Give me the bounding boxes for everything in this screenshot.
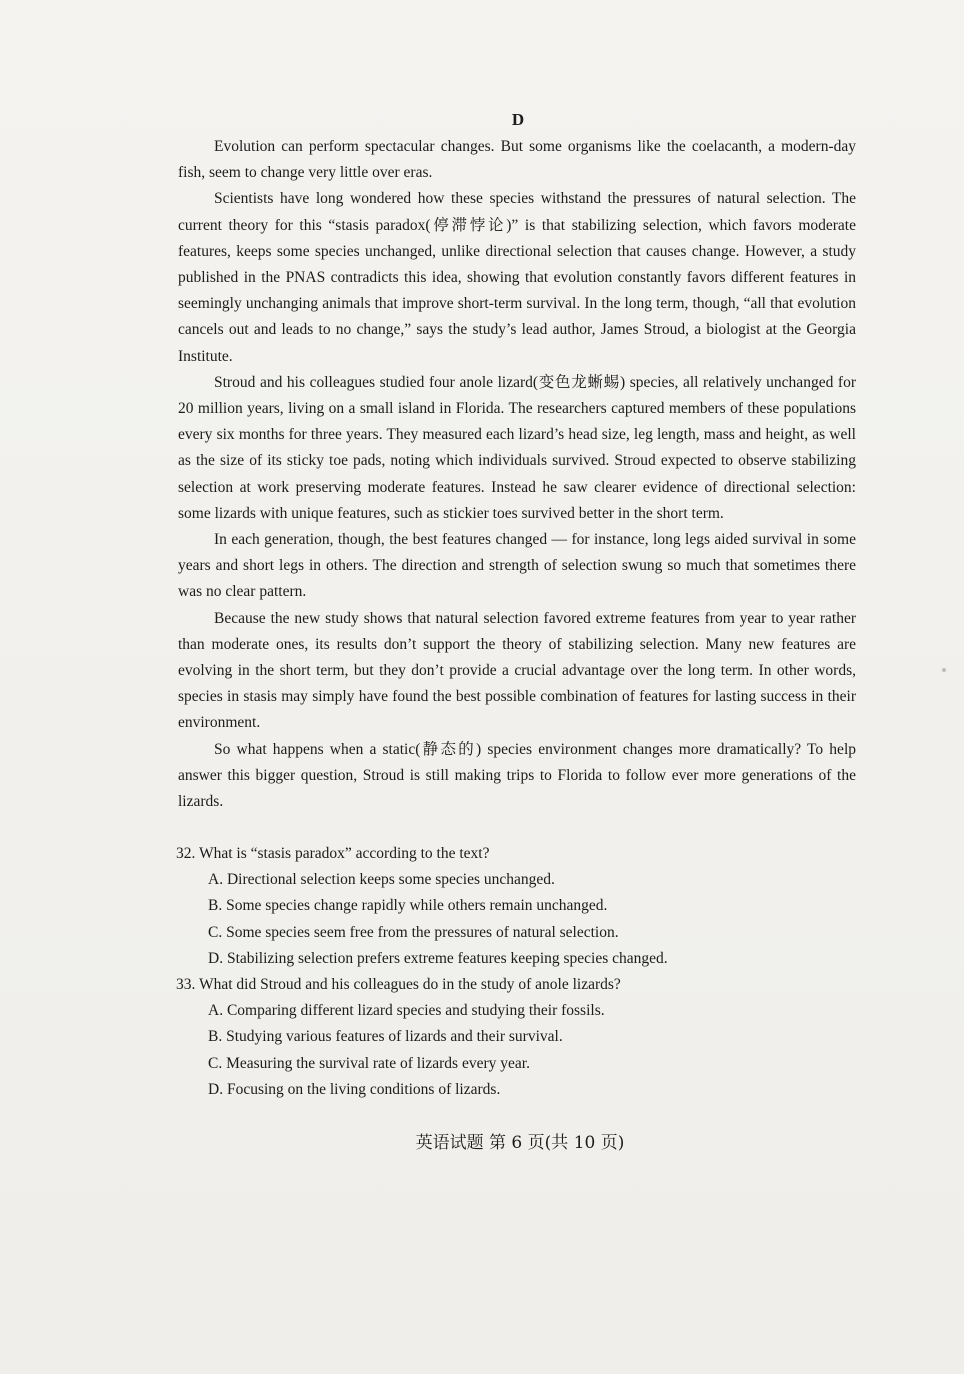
passage-paragraph: Stroud and his colleagues studied four anole lizard(变色龙蜥蜴) species, all relatively unchanged for 20 million years, living on a small island in Florida. The researchers captured members of these populations every six months for three years. They measured each lizard’s head size, leg length, mass and height, as well as the size of its sticky toe pads, noting which individuals survived. Stroud expected to observe stabilizing selection at work preserving moderate features. Instead he saw clearer evidence of directional selection: some lizards with unique features, such as stickier toes survived better in the short term. [178,373,856,522]
answer-option: A. Directional selection keeps some species unchanged. [208,871,555,889]
answer-option: D. Focusing on the living conditions of lizards. [208,1080,501,1098]
page-footer: 英语试题 第 6 页(共 10 页) [415,1133,625,1153]
question-list [176,841,856,1103]
passage-paragraph: Scientists have long wondered how these species withstand the pressures of natural selection. The current theory for this “stasis paradox(停滞悖论)” is that stabilizing selection, which favors moderate features, keeps some species unchanged, unlike directional selection that causes change. However, a study published in the PNAS contradicts this idea, showing that evolution constantly favors different features in seemingly unchanging animals that improve short-term survival. In the long term, though, “all that evolution cancels out and leads to no change,” says the study’s lead author, James Stroud, a biologist at the Georgia Institute. [178,190,856,365]
answer-option: C. Measuring the survival rate of lizards every year. [208,1054,530,1072]
passage-paragraph: In each generation, though, the best features changed — for instance, long legs aided survival in some years and short legs in others. The direction and strength of selection swung so much that sometimes there was no clear pattern. [178,531,856,601]
passage-paragraph: Because the new study shows that natural selection favored extreme features from year to year rather than moderate ones, its results don’t support the theory of stabilizing selection. Many new features are evolving in the short term, but they don’t provide a crucial advantage over the long term. In other words, species in stasis may simply have found the best possible combination of features for lasting success in their environment. [178,609,856,732]
answer-option: B. Studying various features of lizards and their survival. [208,1028,563,1046]
question-32 [176,841,856,972]
passage-paragraph: Evolution can perform spectacular changes. But some organisms like the coelacanth, a modern-day fish, seem to change very little over eras. [178,138,856,182]
answer-option: B. Some species change rapidly while others remain unchanged. [208,897,608,915]
question-stem: 33. What did Stroud and his colleagues do in the study of anole lizards? [176,976,621,994]
answer-option: A. Comparing different lizard species and studying their fossils. [208,1002,605,1020]
reading-passage [178,134,856,815]
question-33 [176,972,856,1103]
scan-speck [942,668,946,672]
passage-paragraph: So what happens when a static(静态的) species environment changes more dramatically? To help answer this bigger question, Stroud is still making trips to Florida to follow ever more generations of the lizards. [178,740,856,811]
question-stem: 32. What is “stasis paradox” according to the text? [176,845,490,862]
answer-option: C. Some species seem free from the pressures of natural selection. [208,923,619,941]
section-letter: D [511,110,525,129]
answer-option: D. Stabilizing selection prefers extreme features keeping species changed. [208,949,668,967]
